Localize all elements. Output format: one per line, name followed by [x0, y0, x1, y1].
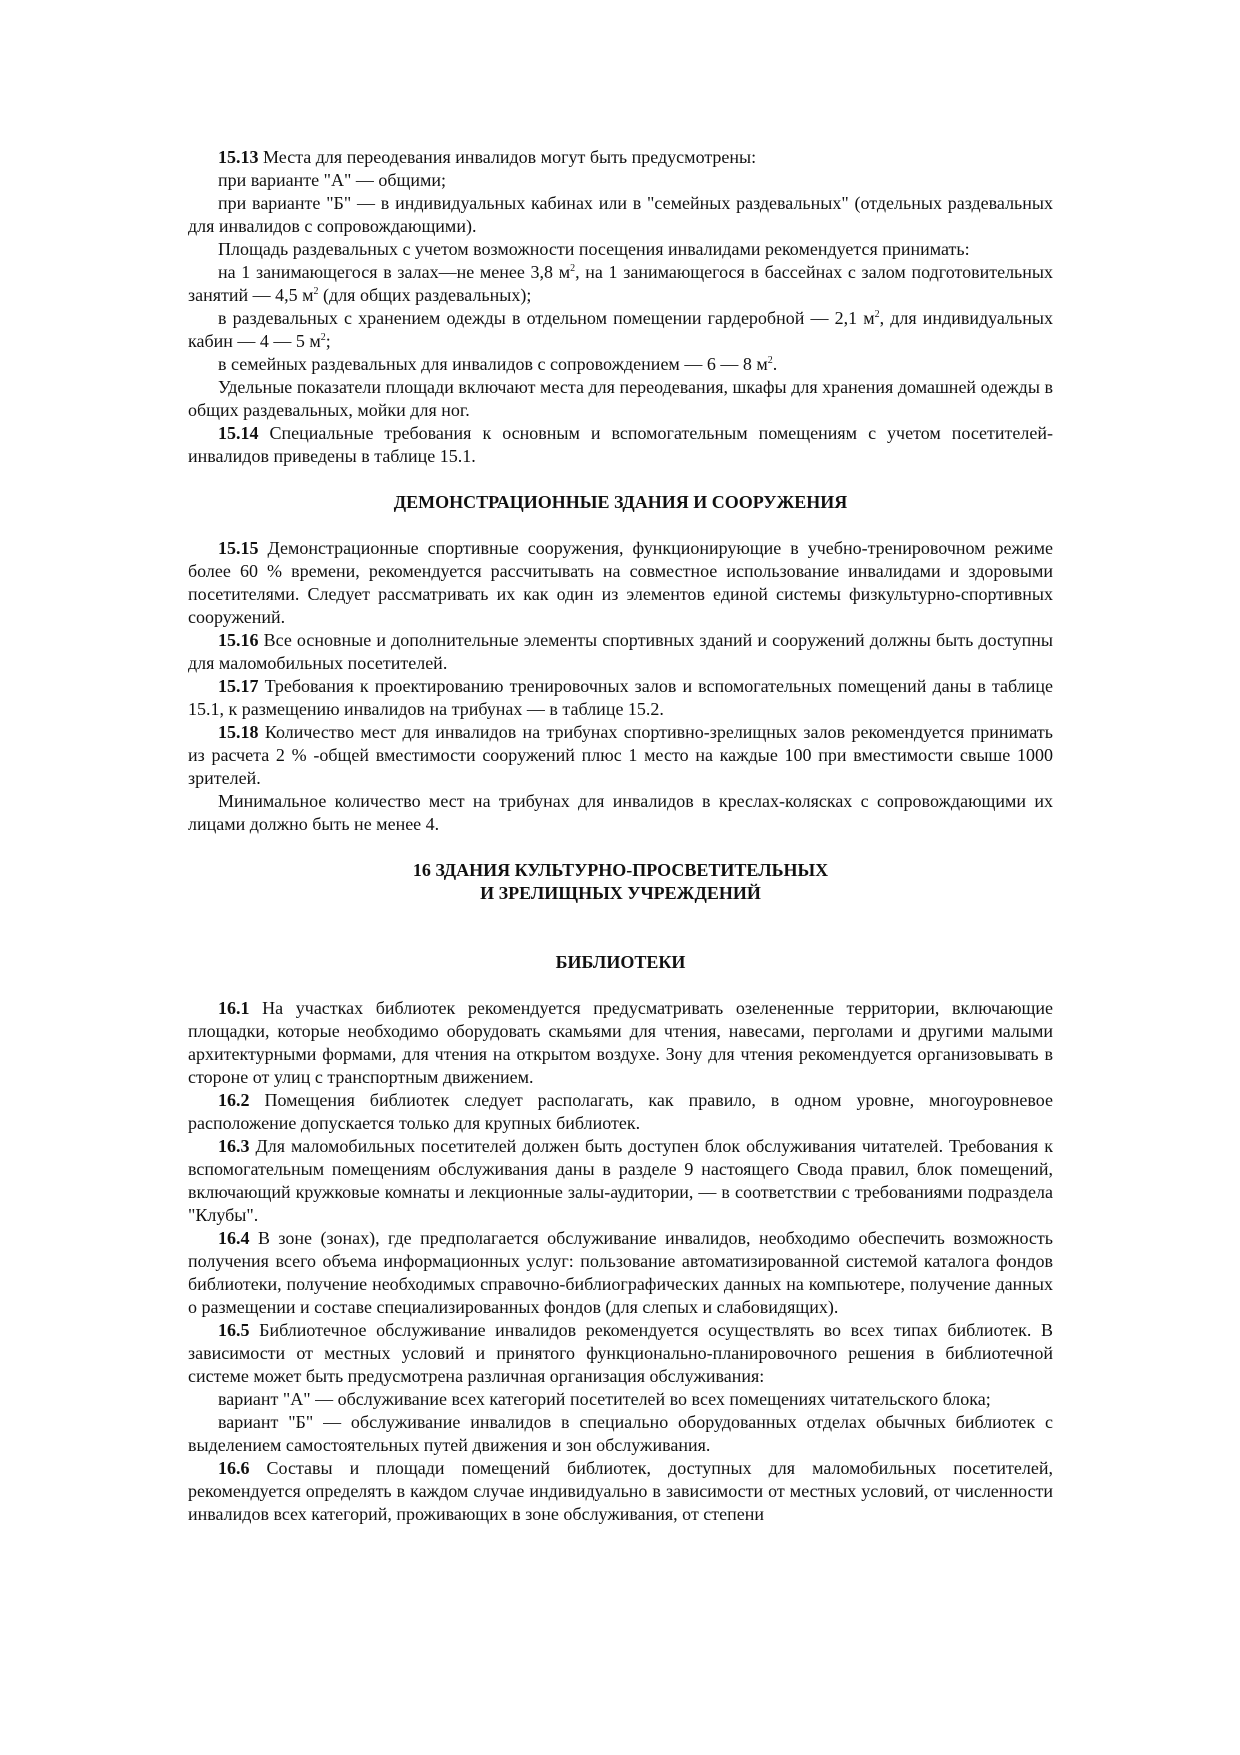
paragraph	[188, 146, 1053, 169]
paragraph-text: при варианте "А" — общими;	[218, 170, 446, 190]
superscript-exponent: 2	[570, 263, 576, 274]
clause-number: 16.5	[218, 1320, 250, 1340]
paragraph	[188, 376, 1053, 422]
paragraph	[188, 537, 1053, 629]
section-spacer	[188, 514, 1053, 537]
section-spacer	[188, 928, 1053, 951]
paragraph	[188, 1135, 1053, 1227]
clause-number: 15.17	[218, 676, 259, 696]
paragraph	[188, 192, 1053, 238]
paragraph-text: вариант "Б" — обслуживание инвалидов в специально оборудованных отделах обычных библиотек с выделением самостоятельных путей движения и зон обслуживания.	[188, 1412, 1053, 1455]
paragraph	[188, 169, 1053, 192]
paragraph	[188, 1388, 1053, 1411]
paragraph	[188, 422, 1053, 468]
paragraph	[188, 790, 1053, 836]
paragraph-text: Для маломобильных посетителей должен быть доступен блок обслуживания читателей. Требования к вспомогательным помещениям обслуживания даны в разделе 9 настоящего Свода правил, блок помещений, включающий кружковые комнаты и лекционные залы-аудитории, — в соответствии с требованиями подраздела "Клубы".	[188, 1136, 1053, 1225]
paragraph	[188, 307, 1053, 353]
clause-number: 16.4	[218, 1228, 250, 1248]
paragraph-text: в семейных раздевальных для инвалидов с сопровождением — 6 — 8 м	[218, 354, 768, 374]
paragraph-text: Помещения библиотек следует располагать, как правило, в одном уровне, многоуровневое расположение допускается только для крупных библиотек.	[188, 1090, 1053, 1133]
section-spacer	[188, 905, 1053, 928]
clause-number: 15.15	[218, 538, 259, 558]
superscript-exponent: 2	[313, 286, 319, 297]
paragraph	[188, 675, 1053, 721]
section-spacer	[188, 974, 1053, 997]
clause-number: 16.3	[218, 1136, 250, 1156]
paragraph	[188, 1089, 1053, 1135]
section-heading: И ЗРЕЛИЩНЫХ УЧРЕЖДЕНИЙ	[480, 883, 761, 903]
section-heading: 16 ЗДАНИЯ КУЛЬТУРНО-ПРОСВЕТИТЕЛЬНЫХ	[412, 860, 829, 880]
paragraph-text: Удельные показатели площади включают места для переодевания, шкафы для хранения домашней одежды в общих раздевальных, мойки для ног.	[188, 377, 1053, 420]
clause-number: 15.14	[218, 423, 259, 443]
clause-number: 16.1	[218, 998, 250, 1018]
paragraph-text: Демонстрационные спортивные сооружения, функционирующие в учебно-тренировочном режиме более 60 % времени, рекомендуется рассчитывать на совместное использование инвалидами и здоровыми посетителями. Следует рассматривать их как один из элементов единой системы физкультурно-спортивных сооружений.	[188, 538, 1053, 627]
paragraph-text: на 1 занимающегося в залах—не менее 3,8 м	[218, 262, 571, 282]
superscript-exponent: 2	[874, 309, 880, 320]
clause-number: 15.18	[218, 722, 259, 742]
paragraph	[188, 997, 1053, 1089]
paragraph-text: Количество мест для инвалидов на трибунах спортивно-зрелищных залов рекомендуется принимать из расчета 2 % -общей вместимости сооружений плюс 1 место на каждые 100 при вместимости свыше 1000 зрителей.	[188, 722, 1053, 788]
section-heading: БИБЛИОТЕКИ	[555, 952, 686, 972]
paragraph-text: На участках библиотек рекомендуется предусматривать озелененные территории, включающие площадки, которые необходимо оборудовать скамьями для чтения, навесами, перголами и другими малыми архитектурными формами, для чтения на открытом воздухе. Зону для чтения рекомендуется организовывать в стороне от улиц с транспортным движением.	[188, 998, 1053, 1087]
paragraph	[188, 721, 1053, 790]
paragraph-text: Составы и площади помещений библиотек, доступных для маломобильных посетителей, рекомендуется определять в каждом случае индивидуально в зависимости от местных условий, от численности инвалидов всех категорий, проживающих в зоне обслуживания, от степени	[188, 1458, 1053, 1524]
clause-number: 15.16	[218, 630, 259, 650]
paragraph-text: вариант "А" — обслуживание всех категорий посетителей во всех помещениях читательского блока;	[218, 1389, 991, 1409]
paragraph-text: Минимальное количество мест на трибунах для инвалидов в креслах-колясках с сопровождающими их лицами должно быть не менее 4.	[188, 791, 1053, 834]
paragraph-text: Все основные и дополнительные элементы спортивных зданий и сооружений должны быть доступны для маломобильных посетителей.	[188, 630, 1053, 673]
section-heading: ДЕМОНСТРАЦИОННЫЕ ЗДАНИЯ И СООРУЖЕНИЯ	[393, 492, 848, 512]
paragraph	[188, 353, 1053, 376]
clause-number: 16.2	[218, 1090, 250, 1110]
paragraph	[188, 261, 1053, 307]
paragraph-text: Требования к проектированию тренировочных залов и вспомогательных помещений даны в таблице 15.1, к размещению инвалидов на трибунах — в таблице 15.2.	[188, 676, 1053, 719]
paragraph-text: в раздевальных с хранением одежды в отдельном помещении гардеробной — 2,1 м	[218, 308, 875, 328]
paragraph	[188, 629, 1053, 675]
paragraph-text: (для общих раздевальных);	[318, 285, 532, 305]
paragraph	[188, 1227, 1053, 1319]
clause-number: 15.13	[218, 147, 259, 167]
paragraph-text: Специальные требования к основным и вспомогательным помещениям с учетом посетителей-инвалидов приведены в таблице 15.1.	[188, 423, 1053, 466]
clause-number: 16.6	[218, 1458, 250, 1478]
paragraph-text: Места для переодевания инвалидов могут быть предусмотрены:	[258, 147, 757, 167]
section-spacer	[188, 468, 1053, 491]
paragraph-text: В зоне (зонах), где предполагается обслуживание инвалидов, необходимо обеспечить возможность получения всего объема информационных услуг: пользование автоматизированной системой каталога фондов библиотеки, получение необходимых справочно-библиографических данных на компьютере, получение данных о размещении и составе специализированных фондов (для слепых и слабовидящих).	[188, 1228, 1053, 1317]
paragraph	[188, 1457, 1053, 1526]
section-spacer	[188, 836, 1053, 859]
paragraph-text: при варианте "Б" — в индивидуальных кабинах или в "семейных раздевальных" (отдельных раздевальных для инвалидов с сопровождающими).	[188, 193, 1053, 236]
superscript-exponent: 2	[767, 355, 773, 366]
document-page	[188, 146, 1053, 1526]
paragraph-text: , на 1 занимающегося в бассейнах с залом подготовительных занятий — 4,5 м	[188, 262, 1053, 305]
paragraph	[188, 1319, 1053, 1388]
paragraph-text: .	[772, 354, 778, 374]
paragraph	[188, 238, 1053, 261]
paragraph-text: Библиотечное обслуживание инвалидов рекомендуется осуществлять во всех типах библиотек. В зависимости от местных условий и принятого функционально-планировочного решения в библиотечной системе может быть предусмотрена различная организация обслуживания:	[188, 1320, 1053, 1386]
paragraph-text: ;	[325, 331, 331, 351]
paragraph	[188, 1411, 1053, 1457]
superscript-exponent: 2	[320, 332, 326, 343]
paragraph-text: Площадь раздевальных с учетом возможности посещения инвалидами рекомендуется принимать:	[218, 239, 970, 259]
paragraph-text: , для индивидуальных кабин — 4 — 5 м	[188, 308, 1053, 351]
